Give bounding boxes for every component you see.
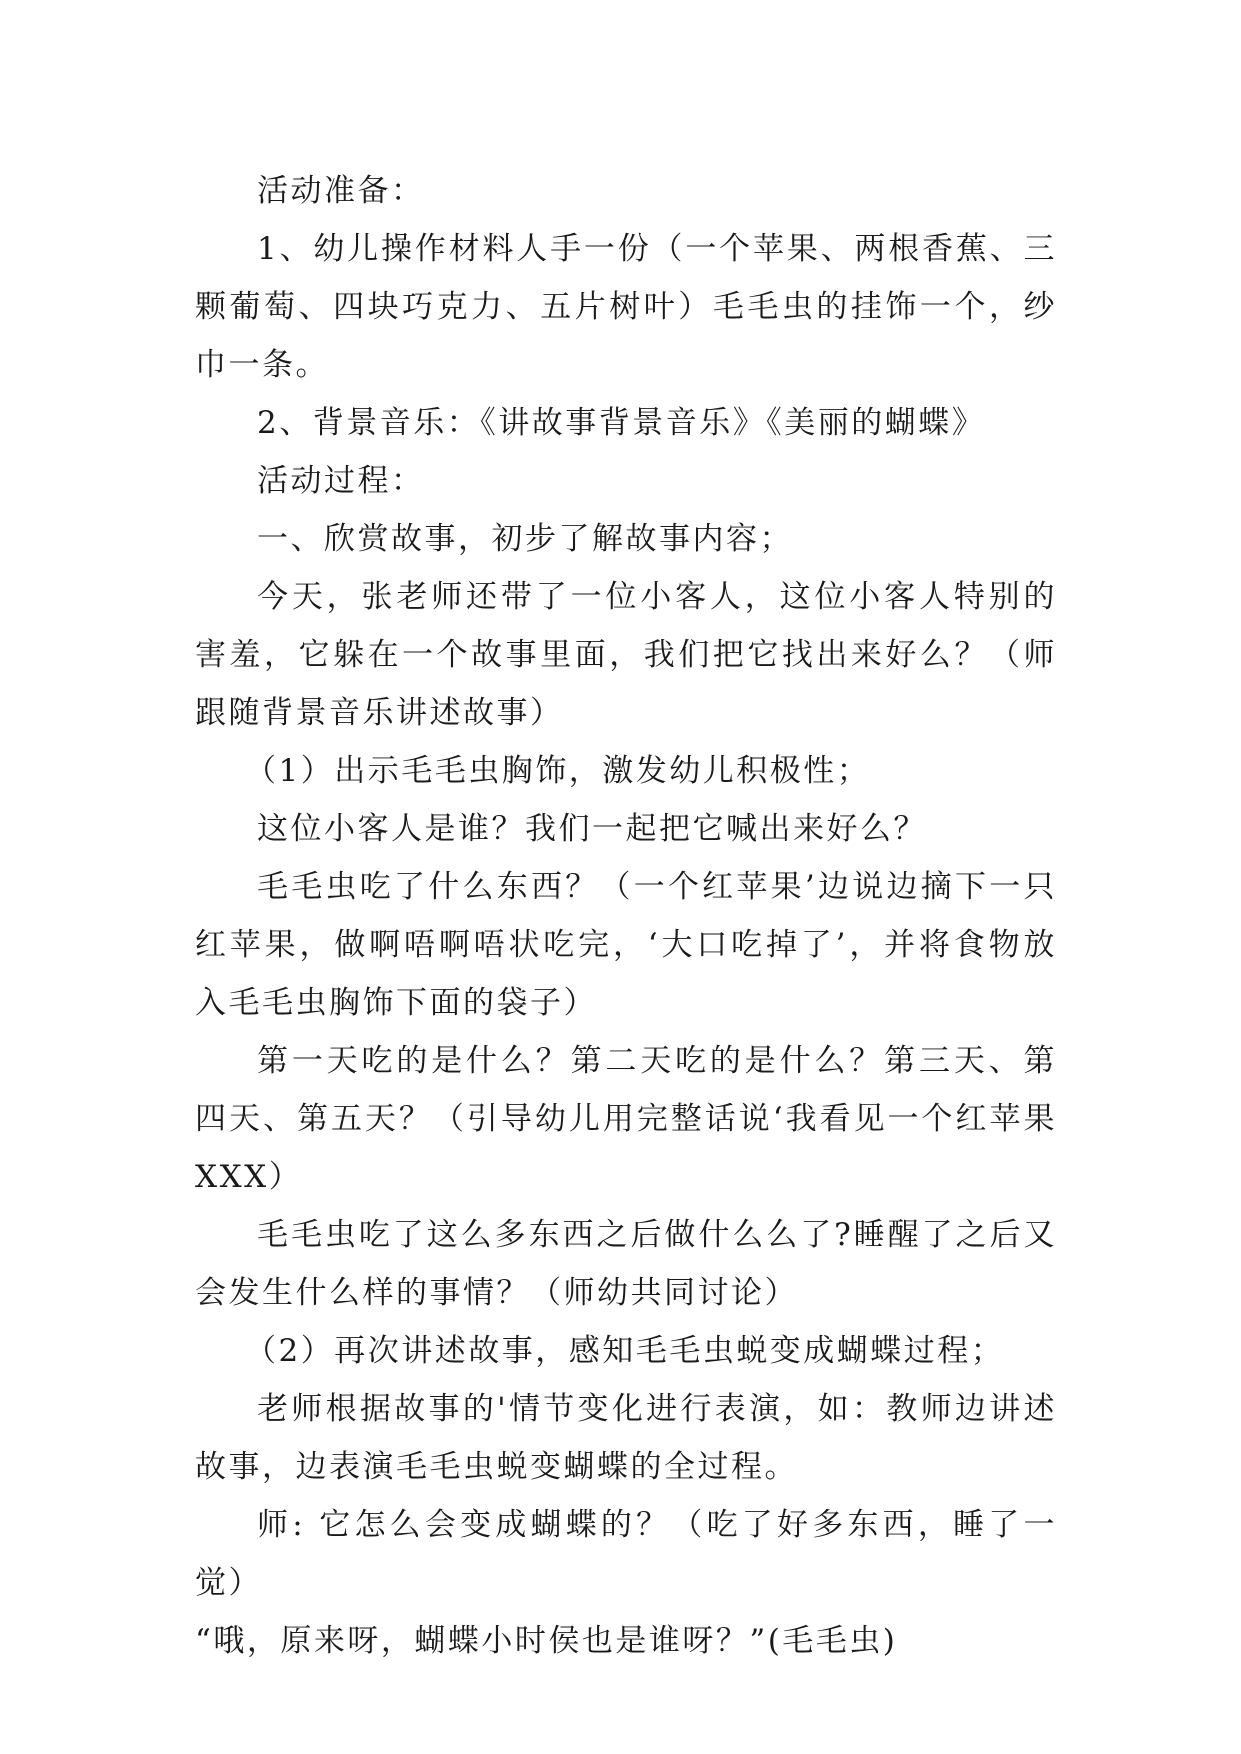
paragraph-teacher-question: 师: 它怎么会变成蝴蝶的？（吃了好多东西，睡了一觉） [195, 1507, 1057, 1601]
paragraph-question-days: 第一天吃的是什么？第二天吃的是什么？第三天、第四天、第五天？（引导幼儿用完整话说‘我看见一个红苹果XXX） [195, 1043, 1057, 1195]
paragraph-quote: “哦，原来呀，蝴蝶小时侯也是谁呀？”(毛毛虫) [195, 1623, 898, 1659]
paragraph-step-two: （2）再次讲述故事，感知毛毛虫蜕变成蝴蝶过程； [245, 1333, 1005, 1369]
paragraph-background-music: 2、背景音乐：《讲故事背景音乐》《美丽的蝴蝶》 [257, 405, 986, 441]
paragraph-section-one: 一、欣赏故事，初步了解故事内容； [257, 521, 793, 557]
document-body [195, 162, 1057, 1670]
paragraph-question-what-eaten: 毛毛虫吃了什么东西？（一个红苹果’边说边摘下一只红苹果，做啊唔啊唔状吃完，‘大口吃掉了’，并将食物放入毛毛虫胸饰下面的袋子） [195, 869, 1057, 1021]
paragraph-teacher-performs: 老师根据故事的'情节变化进行表演，如：教师边讲述故事，边表演毛毛虫蜕变蝴蝶的全过程。 [195, 1391, 1057, 1485]
paragraph-introduction: 今天，张老师还带了一位小客人，这位小客人特别的害羞，它躲在一个故事里面，我们把它找出来好么？（师跟随背景音乐讲述故事） [195, 579, 1057, 731]
paragraph-activity-preparation-heading: 活动准备： [257, 173, 425, 209]
paragraph-activity-process-heading: 活动过程： [257, 463, 425, 499]
paragraph-question-who: 这位小客人是谁？我们一起把它喊出来好么？ [257, 811, 927, 847]
paragraph-step-one: （1）出示毛毛虫胸饰，激发幼儿积极性； [245, 753, 871, 789]
paragraph-materials: 1、幼儿操作材料人手一份（一个苹果、两根香蕉、三颗葡萄、四块巧克力、五片树叶）毛毛虫的挂饰一个，纱巾一条。 [195, 231, 1057, 383]
paragraph-question-after: 毛毛虫吃了这么多东西之后做什么么了?睡醒了之后又会发生什么样的事情？（师幼共同讨论） [195, 1217, 1057, 1311]
